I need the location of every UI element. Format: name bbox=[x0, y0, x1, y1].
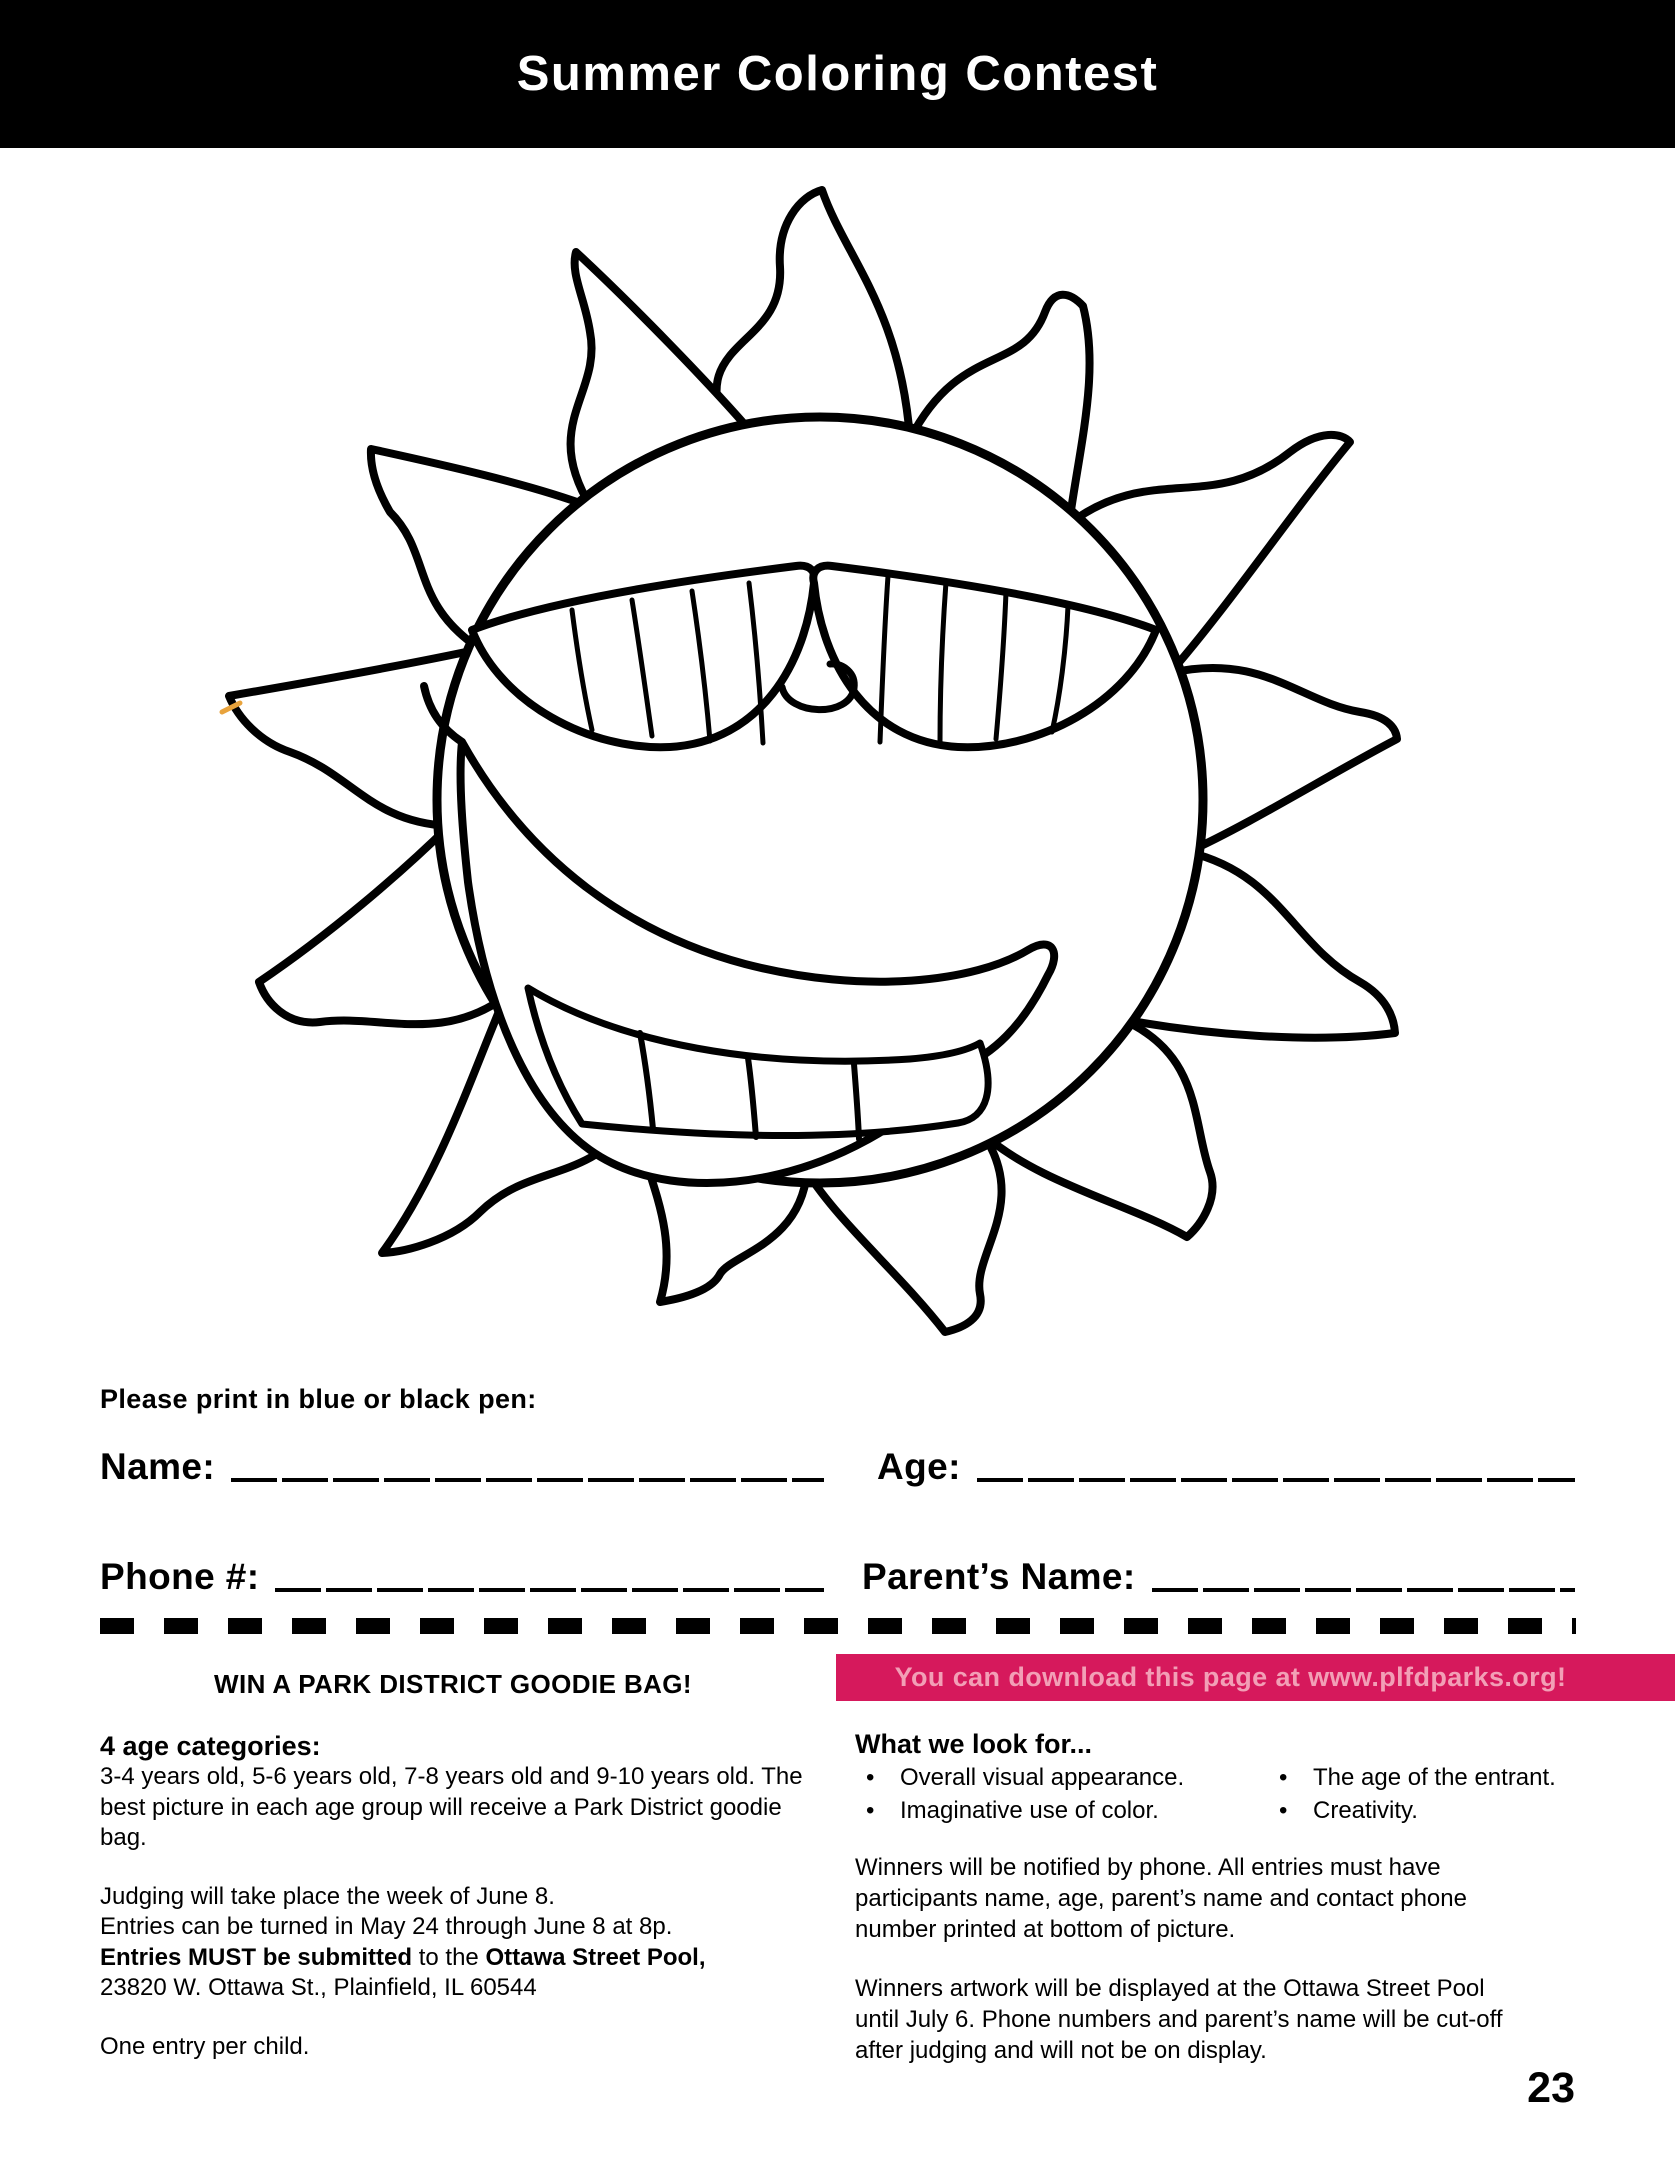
age-categories-text: 3-4 years old, 5-6 years old, 7-8 years old and 9-10 years old. The best picture in each age group will receive a Park District goodie bag. bbox=[100, 1763, 803, 1851]
bullet-icon: • bbox=[866, 1764, 875, 1791]
phone-field-label: Phone #: bbox=[100, 1556, 260, 1597]
name-field-label: Name: bbox=[100, 1446, 216, 1487]
list-item bbox=[1268, 1795, 1585, 1826]
judging-text: Judging will take place the week of June 8. bbox=[100, 1882, 555, 1910]
bullet-text: The age of the entrant. bbox=[1313, 1764, 1556, 1791]
submission-text bbox=[100, 1943, 806, 1974]
phone-write-line bbox=[275, 1550, 824, 1592]
bullet-text: Imaginative use of color. bbox=[900, 1797, 1159, 1824]
bullet-text: Creativity. bbox=[1313, 1797, 1418, 1824]
criteria-bullet-list bbox=[855, 1762, 1585, 1826]
list-item bbox=[855, 1762, 1268, 1793]
page-number: 23 bbox=[1527, 2064, 1575, 2112]
age-field bbox=[877, 1440, 1575, 1485]
dashed-cut-line bbox=[100, 1618, 1576, 1634]
name-write-line bbox=[231, 1440, 824, 1482]
page-title: Summer Coloring Contest bbox=[516, 47, 1159, 101]
submission-bold-2: Ottawa Street Pool, bbox=[485, 1943, 706, 1971]
age-categories-heading: 4 age categories: bbox=[100, 1731, 321, 1761]
one-entry-text: One entry per child. bbox=[100, 2032, 310, 2060]
winners-notify-text: Winners will be notified by phone. All entries must have participants name, age, parent’s name and contact phone number printed at bottom of picture. bbox=[855, 1854, 1467, 1943]
parent-name-write-line bbox=[1152, 1550, 1575, 1592]
bullet-text: Overall visual appearance. bbox=[900, 1764, 1185, 1791]
download-banner bbox=[836, 1654, 1675, 1701]
list-item bbox=[1268, 1762, 1585, 1793]
goodie-bag-heading: WIN A PARK DISTRICT GOODIE BAG! bbox=[214, 1669, 692, 1699]
list-item bbox=[855, 1795, 1268, 1826]
bullet-icon: • bbox=[1279, 1797, 1288, 1824]
submission-mid: to the bbox=[412, 1943, 486, 1971]
age-write-line bbox=[977, 1440, 1575, 1482]
spacer bbox=[100, 1854, 806, 1882]
spacer bbox=[100, 2004, 806, 2032]
submission-bold-1: Entries MUST be submitted bbox=[100, 1943, 413, 1971]
bullet-icon: • bbox=[866, 1797, 875, 1824]
turn-in-text: Entries can be turned in May 24 through June 8 at 8p. bbox=[100, 1913, 673, 1940]
winners-display-text: Winners artwork will be displayed at the Ottawa Street Pool until July 6. Phone numbers and parent’s name will be cut-off after judging and will not be on display. bbox=[855, 1975, 1503, 2064]
pool-address: 23820 W. Ottawa St., Plainfield, IL 60544 bbox=[100, 1974, 537, 2001]
download-banner-text: You can download this page at www.plfdparks.org! bbox=[894, 1662, 1567, 1692]
parent-name-field bbox=[862, 1550, 1575, 1595]
header-bar bbox=[0, 0, 1675, 148]
judging-criteria-column bbox=[855, 1728, 1585, 2066]
age-field-label: Age: bbox=[877, 1446, 961, 1487]
what-we-look-for-heading: What we look for... bbox=[855, 1729, 1093, 1759]
form-instruction: Please print in blue or black pen: bbox=[100, 1384, 537, 1414]
bullet-icon: • bbox=[1279, 1764, 1288, 1791]
contest-info-column bbox=[100, 1662, 806, 2062]
name-field bbox=[100, 1440, 824, 1485]
parent-name-field-label: Parent’s Name: bbox=[862, 1556, 1136, 1597]
sun-coloring-illustration bbox=[200, 182, 1440, 1422]
phone-field bbox=[100, 1550, 824, 1595]
